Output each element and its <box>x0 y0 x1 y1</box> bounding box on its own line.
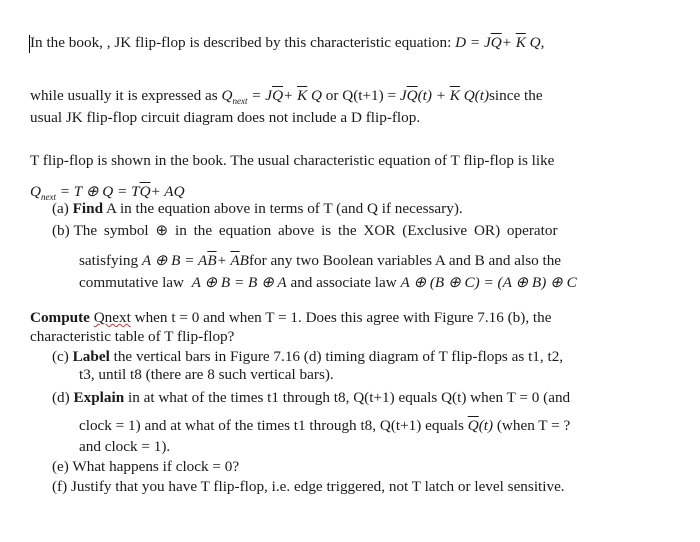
label: (c) <box>52 348 69 365</box>
text: The symbol ⊕ in the equation above is the XOR (Exclusive OR) operator <box>73 222 558 239</box>
subscript: next <box>232 96 248 106</box>
overlined-symbol: $\overline{Q}$ <box>139 183 151 200</box>
xor-definition <box>142 252 249 269</box>
item-d-line-3: and clock = 1). <box>79 438 171 455</box>
overlined-symbol: $\overline{Q}$ <box>272 87 284 104</box>
math-text: Q(t) <box>459 87 490 104</box>
overlined-symbol: $\overline{Q}$ <box>467 417 479 434</box>
text: (when T = ? <box>496 417 571 434</box>
text: clock = 1) and at what of the times t1 through t8, Q(t+1) equals <box>79 417 464 434</box>
compute-line-2: characteristic table of T flip-flop? <box>30 328 235 345</box>
qbar-t <box>468 417 493 434</box>
text: while usually it is expressed as <box>30 87 218 104</box>
subscript: next <box>40 192 56 202</box>
bold-word: Explain <box>73 389 125 406</box>
text: in at what of the times t1 through t8, Q(t+1) equals Q(t) when T = 0 (and <box>127 389 571 406</box>
math-text: Q <box>307 87 322 104</box>
jk-d-equation <box>455 34 544 51</box>
item-b-line-3 <box>79 274 577 292</box>
math-text: Q <box>221 87 233 104</box>
math-text: = J <box>247 87 273 104</box>
math-text: A ⊕ (B ⊕ C) = (A ⊕ B) ⊕ C <box>400 274 577 291</box>
text: and associate law <box>290 274 397 291</box>
math-text: (t) + <box>417 87 450 104</box>
intro-line-1 <box>30 34 544 52</box>
tff-line-1: T flip-flop is shown in the book. The usual characteristic equation of T flip-flop is like <box>30 152 555 169</box>
math-text: + <box>216 252 231 269</box>
overlined-symbol: $\overline{Q}$ <box>406 87 418 104</box>
intro-line-3: usual JK flip-flop circuit diagram does not include a D flip-flop. <box>30 109 421 126</box>
math-text: Q, <box>525 34 545 51</box>
math-text: + <box>283 87 298 104</box>
label: (d) <box>52 389 70 406</box>
math-text: Q <box>30 183 41 200</box>
overlined-symbol: $\overline{B}$ <box>207 252 217 269</box>
text: What happens if clock = 0? <box>72 458 240 475</box>
label: (f) <box>52 478 68 495</box>
qnext-equation <box>222 87 322 104</box>
text: In the book, , JK flip-flop is described by this characteristic equation: <box>30 34 452 51</box>
item-e <box>52 458 239 476</box>
text: for any two Boolean variables A and B and also the <box>248 252 562 269</box>
text: since the <box>489 87 543 104</box>
overlined-symbol: $\overline{Q}$ <box>490 34 502 51</box>
bold-word: Find <box>72 200 104 217</box>
label: (b) <box>52 222 70 239</box>
math-text: A ⊕ B = A <box>141 252 208 269</box>
overlined-symbol: $\overline{K}$ <box>515 34 526 51</box>
item-b-line-2 <box>79 252 561 270</box>
text: A in the equation above in terms of T (and Q if necessary). <box>106 200 463 217</box>
math-text: J <box>399 87 407 104</box>
text: the vertical bars in Figure 7.16 (d) timing diagram of T flip-flops as t1, t2, <box>113 348 564 365</box>
item-b <box>52 222 558 240</box>
math-text: = T ⊕ Q = T <box>55 183 140 200</box>
overlined-symbol: $\overline{K}$ <box>297 87 308 104</box>
associative-law <box>401 274 577 291</box>
overlined-symbol: $\overline{K}$ <box>449 87 460 104</box>
text: satisfying <box>79 252 139 269</box>
text: commutative law <box>79 274 185 291</box>
item-c-line-2: t3, until t8 (there are 8 such vertical bars). <box>79 366 334 383</box>
item-f <box>52 478 565 496</box>
label: (a) <box>52 200 69 217</box>
item-d <box>52 389 570 407</box>
item-a <box>52 200 463 218</box>
intro-line-2 <box>30 87 543 110</box>
commutative-law <box>192 274 287 291</box>
math-text: (t) <box>478 417 494 434</box>
bold-word: Compute <box>30 309 90 326</box>
text: when t = 0 and when T = 1. Does this agree with Figure 7.16 (b), the <box>134 309 552 326</box>
overlined-symbol: $\overline{A}$ <box>230 252 240 269</box>
item-d-line-2 <box>79 417 570 435</box>
tff-equation <box>30 183 185 200</box>
label: (e) <box>52 458 69 475</box>
text: Justify that you have T flip-flop, i.e. edge triggered, not T latch or level sensitive. <box>70 478 565 495</box>
qnext-text: Qnext <box>93 309 131 326</box>
compute-line-1 <box>30 309 551 327</box>
math-text: D = J <box>455 34 491 51</box>
qt1-equation <box>400 87 489 104</box>
math-text: + AQ <box>150 183 185 200</box>
math-text: B <box>239 252 249 269</box>
math-text: A ⊕ B = B ⊕ A <box>191 274 287 291</box>
math-text: + <box>501 34 516 51</box>
bold-word: Label <box>72 348 110 365</box>
text: or Q(t+1) = <box>325 87 397 104</box>
item-c <box>52 348 563 366</box>
